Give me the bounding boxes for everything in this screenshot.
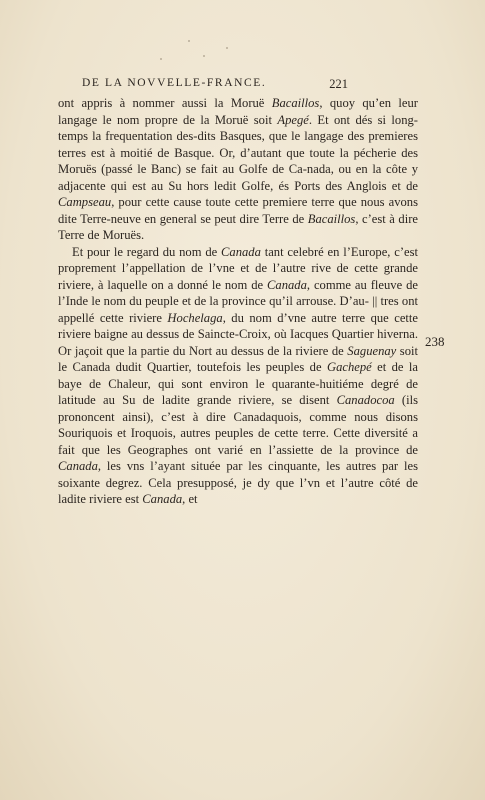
text-run: , quoy qu’en leur langage le nom propre de la Moruë soit	[58, 96, 418, 127]
paper-speck	[226, 47, 228, 49]
italic-term: Bacaillos	[271, 96, 320, 110]
text-run: , pour cette cause toute cette premiere terre que nous avons dite Terre-neuve en general se peut dire Terre de	[58, 195, 418, 226]
text-run: et de la baye de Chaleur, qui sont environ le quarante-huitiéme degré de latitude au Su de ladite grande riviere, se disent	[58, 360, 418, 407]
text-run: tant celebré en l’Europe, c’est proprement l’appellation de l’vne et de l’autre rive de cette grande riviere, à laquelle on a donné le nom de	[58, 244, 419, 292]
paper-speck	[188, 40, 190, 42]
marginal-folio-number: 238	[425, 334, 445, 349]
text-run: , c’est à dire Terre de Moruës.	[58, 211, 418, 242]
text-run: , du nom d’vne autre terre que cette riviere baigne au dessus de Saincte-Croix, où Iacques Quartier hiverna. Or jaçoit que la partie du Nort au dessus de la riviere de	[58, 310, 419, 358]
text-run: , et	[182, 492, 198, 506]
page-number: 221	[329, 77, 348, 91]
italic-term: Apegé	[277, 112, 309, 127]
text-run: (ils prononcent ainsi), c’est à dire Canadaquois, comme nous disons Souriquois et Iroquois, autres peuples de cette terre. Cette diversité a fait que les Geographes ont varié en l’assiette de la province de	[58, 393, 418, 457]
paper-speck	[160, 58, 162, 60]
italic-term: Canada	[267, 277, 307, 292]
text-run: , comme au fleuve de l’Inde le nom du peuple et de la province qu’il arrouse. D’au- || tres ont appellé cette riviere	[58, 277, 418, 325]
italic-term: Canada	[58, 459, 98, 473]
italic-term: Saguenay	[347, 343, 397, 358]
body-text	[58, 95, 418, 508]
paper-speck	[203, 55, 205, 57]
running-title: DE LA NOVVELLE-FRANCE.	[82, 77, 267, 89]
italic-term: Canada	[221, 244, 261, 259]
italic-term: Canadocoa	[336, 393, 395, 407]
text-run: , les vns l’ayant située par les cinquante, les autres par les soixante degrez. Cela presupposé, je dy que l’vn et l’autre côté de ladite riviere est	[58, 459, 418, 506]
text-run: ont appris à nommer aussi la Moruë	[58, 96, 272, 110]
italic-term: Campseau	[58, 195, 112, 209]
paragraph	[58, 244, 418, 508]
text-run: soit le Canada dudit Quartier, toutefois les peuples de	[58, 343, 418, 374]
text-run: . Et ont dés si long-temps la frequentation des-dits Basques, que le langage des premieres terres est à moitié de Basque. Or, d’autant que toute la pécherie des Moruës (passé le Banc) se fait au Golfe de Ca-nada, ou en la côte y adjacente qui est au Su hors ledit Golfe, és Ports des Anglois et de	[58, 112, 418, 193]
text-run: Et pour le regard du nom de	[72, 244, 222, 259]
italic-term: Bacaillos	[307, 211, 356, 226]
paragraph	[58, 95, 418, 244]
italic-term: Gachepé	[326, 360, 372, 374]
italic-term: Canada	[142, 492, 183, 506]
italic-term: Hochelaga	[167, 310, 223, 325]
